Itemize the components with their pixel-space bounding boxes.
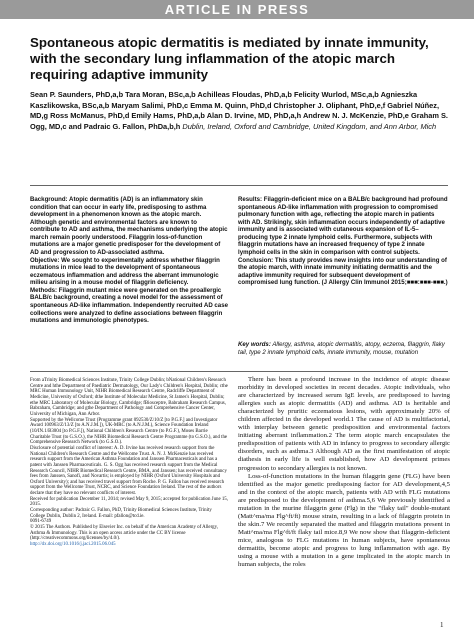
divider-top bbox=[30, 185, 448, 186]
footnotes bbox=[30, 378, 228, 548]
footnote-received: Received for publication December 11, 2014; revised May 9, 2015; accepted for publication June 15, 2015. bbox=[30, 496, 228, 508]
doi-link[interactable]: http://dx.doi.org/10.1016/j.jaci.2015.06.045 bbox=[30, 542, 116, 548]
footnote-disclosure: Disclosure of potential conflict of interest: A. D. Irvine has received research support from the National Children's Research Centre and the Wellcome Trust. A. N. J. McKenzie has received research support from the American Asthma Foundation and Janssen Pharmaceuticals and has a patent with Janssen Pharmaceuticals. G. S. Ogg has received research support from the Medical Research Council, NIHR Biomedical Research Centre, BMA, and Janssen; has received consultancy fees from Janssen, Sanofi, and Novartis; is employed by NIHR (Oxford University Hospitals and Oxford University); and has received travel support from Roche. P. G. Fallon has received research support from the Wellcome Trust, NCRC, and Science Foundation Ireland. The rest of the authors declare that they have no relevant conflicts of interest. bbox=[30, 445, 227, 497]
divider-abstract bbox=[30, 371, 448, 372]
body-paragraph-2: Loss-of-function mutations in the human filaggrin gene (FLG) have been identified as the major genetic predisposing factor for AD development,4,5 and in the context of the atopic march, patients with AD with FLG mutations are predisposed to the development of asthma.5,6 We previously identified a mutation in the murine filaggrin gene (Flg) in the "flaky tail" double-mutant (Matt^ma/ma Flg^ft/ft) mouse strain, resulting in a lack of filaggrin protein in the skin.7 We recently separated the matted and filaggrin mutations present in Matt^ma/ma Flg^ft/ft flaky tail mice.8,9 We now show that filaggrin-deficient mice, analogous to FLG mutations in human subjects, have spontaneous dermatitis, become atopic and progress to lung inflammation with age. By using a mouse with a mutation in a gene implicated in the atopic march in human subjects, the roles bbox=[238, 472, 450, 569]
authors: Sean P. Saunders, PhD,a,b Tara Moran, BSc,a,b Achilleas Floudas, PhD,a,b Felicity Wurlod, MSc,a,b Agnieszka Kaszlikowska, BSc,a,b Maryam Salimi, PhD,c Emma M. Quinn, PhD,d Christopher J. Oliphant, PhD,e,f Gabriel Núñez, MD,g Ross McManus, PhD,d Emily Hams, PhD,a,b Alan D. Irvine, MD, PhD,a,h Andrew N. J. McKenzie, PhD,e Graham S. Ogg, MD,c and Padraic G. Fallon, PhDa,b,h bbox=[30, 90, 448, 131]
abstract-methods: Methods: Filaggrin mutant mice were generated on the proallergic BALB/c background, creating a novel model for the assessment of spontaneous AD-like inflammation. Independently recruited AD case collections were analyzed to define associations between filaggrin mutations and immunologic phenotypes. bbox=[30, 286, 228, 325]
author-list bbox=[30, 90, 450, 132]
footnote-funding: Supported by the Wellcome Trust (Programme grant 092530/Z/10/Z [to P.G.F.] and Investigator Award 100963/Z/13/Z [to A.N.J.M.]), UK-MRC (to A.N.J.M.), Science Foundation Ireland (10/IN.1/B3004 [to P.G.F.]), National Children's Research Centre (to P.G.F.), Moses Barrie Charitable Trust (to G.S.O.), the NIHR Biomedical Research Centre Programme (to G.S.O.), and the Comprehensive Research Network (to G.S.O.). bbox=[30, 417, 228, 446]
abstract-left-column bbox=[30, 196, 228, 325]
abstract-objective: Objective: We sought to experimentally address whether filaggrin mutations in mice lead to the development of spontaneous eczematous inflammation and address the aberrant immunologic milieu arising in a mouse model of filaggrin deficiency. bbox=[30, 256, 220, 287]
body-paragraph-1: There has been a profound increase in the incidence of atopic disease morbidity in developed societies in recent decades. Atopic individuals, who are characterized by increased serum IgE levels, are predisposed to having allergies such as atopic dermatitis (AD) and asthma. AD is heritable and characterized by pruritic eczematous lesions, with approximately 20% of children affected in the developed world.1 The cause of AD is multifactorial, with interplay between genetic predisposition and environmental factors initiating aberrant inflammation.2 The term atopic march encapsulates the predisposition of patients with AD in infancy to progress to secondary allergic disorders, such as asthma.3 Although AD as the first manifestation of atopic diathesis in early life is well established, how AD development primes progression to secondary allergies is not known. bbox=[238, 376, 450, 472]
key-words-text: Allergy, asthma, atopic dermatitis, atopy, eczema, filaggrin, flaky tail, type 2 innate lymphoid cells, innate immunity, mouse, mutation bbox=[238, 341, 445, 356]
key-words-label: Key words: bbox=[238, 341, 271, 348]
body-text bbox=[238, 376, 450, 569]
abstract-conclusion: Conclusion: This study provides new insights into our understanding of the atopic march, with innate immunity initiating dermatitis and the adaptive immunity required for subsequent development of compromised lung function. (J Allergy Clin Immunol 2015;■■■:■■■-■■■.) bbox=[238, 256, 448, 287]
article-in-press-banner: ARTICLE IN PRESS bbox=[0, 0, 474, 19]
footnote-corresponding-author: Corresponding author: Padraic G. Fallon, PhD, Trinity Biomedical Sciences Institute, Trinity College Dublin, Dublin 2, Ireland. E-mail: pfallon@tcd.ie. bbox=[30, 508, 212, 519]
article-title: Spontaneous atopic dermatitis is mediated by innate immunity, with the secondary lung inflammation of the atopic march requiring adaptive immunity bbox=[30, 35, 429, 82]
abstract-background: Background: Atopic dermatitis (AD) is an inflammatory skin condition that can occur in early life, predisposing to asthma development in a phenomenon known as the atopic march. Although genetic and environmental factors are known to contribute to AD and asthma, the mechanisms underlying the atopic march remain poorly understood. Filaggrin loss-of-function mutations are a major genetic predisposer for the development of AD and progression to AD-associated asthma. bbox=[30, 196, 228, 256]
affiliation-locations: Dublin, Ireland, Oxford and Cambridge, United Kingdom, and Ann Arbor, Mich bbox=[182, 121, 437, 131]
page-number: 1 bbox=[440, 621, 444, 629]
abstract-right-column bbox=[238, 196, 448, 287]
footnote-issn: 0091-6749 bbox=[30, 519, 52, 525]
footnote-affiliations: From aTrinity Biomedical Sciences Institute, Trinity College Dublin; bNational Children's Research Centre and hthe Department of Paediatric Dermatology, Our Lady's Children's Hospital, Dublin; cthe MRC Human Immunology Unit, NIHR Biomedical Research Centre, Radcliffe Department of Medicine, University of Oxford; dthe Institute of Molecular Medicine, St James's Hospital, Dublin; ethe MRC Laboratory of Molecular Biology, Cambridge; fBiosceptre, Babraham Research Campus, Babraham, Cambridge; and gthe Department of Pathology and Comprehensive Cancer Center, University of Michigan, Ann Arbor. bbox=[30, 378, 228, 417]
abstract-results: Results: Filaggrin-deficient mice on a BALB/c background had profound spontaneous AD-like inflammation with progression to compromised pulmonary function with age, reflecting the atopic march in patients with AD. Strikingly, skin inflammation occurs independently of adaptive immunity and is associated with cutaneous expansion of IL-5–producing type 2 innate lymphoid cells. Furthermore, subjects with filaggrin mutations have an increased frequency of type 2 innate lymphoid cells in the skin in comparison with control subjects. bbox=[238, 196, 448, 256]
footnote-license: © 2015 The Authors. Published by Elsevier Inc. on behalf of the American Academy of Allergy, Asthma & Immunology. This is an open access article under the CC BY license (http://creativecommons.org/licenses/by/4.0/). bbox=[30, 525, 218, 542]
key-words bbox=[238, 341, 448, 356]
